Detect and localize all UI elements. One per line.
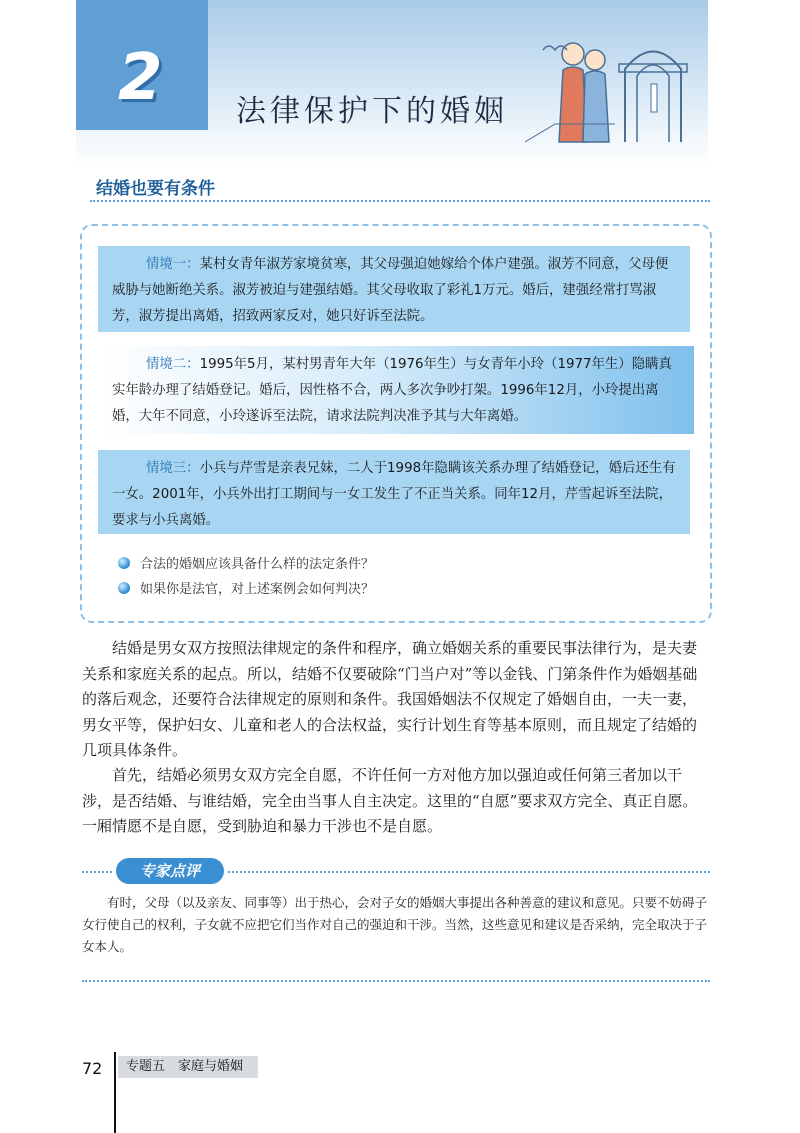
case-label: 情境二： [146, 357, 200, 372]
bullet-icon [118, 557, 130, 569]
case-item [98, 346, 694, 434]
running-title: 专题五 家庭与婚姻 [118, 1056, 258, 1078]
question-text: 合法的婚姻应该具备什么样的法定条件？ [140, 557, 375, 572]
expert-divider-left [82, 871, 112, 873]
case-text: 某村女青年淑芳家境贫寒，其父母强迫她嫁给个体户建强。淑芳不同意，父母便威胁与她断绝关系。淑芳被迫与建强结婚。其父母收取了彩礼1万元。婚后，建强经常打骂淑芳，淑芳提出离婚，招致两家反对，她只好诉至法院。 [112, 257, 669, 324]
expert-divider-right [228, 871, 710, 873]
footer-rule [114, 1052, 116, 1133]
expert-comment-text: 有时，父母（以及亲友、同事等）出于热心，会对子女的婚姻大事提出各种善意的建议和意见。只要不妨碍子女行使自己的权利，子女就不应把它们当作对自己的强迫和干涉。当然，这些意见和建议是否采纳，完全取决于子女本人。 [82, 895, 708, 954]
expert-comment-label: 专家点评 [116, 858, 224, 884]
body-paragraph: 首先，结婚必须男女双方完全自愿，不许任何一方对他方加以强迫或任何第三者加以干涉，是否结婚、与谁结婚，完全由当事人自主决定。这里的“自愿”要求双方完全、真正自愿。一厢情愿不是自愿，受到胁迫和暴力干涉也不是自愿。 [82, 766, 698, 835]
question-text: 如果你是法官，对上述案例会如何判决？ [140, 582, 375, 597]
case-label: 情境三： [146, 461, 200, 476]
section-title: 结婚也要有条件 [96, 179, 215, 199]
case-text: 1995年5月，某村男青年大年（1976年生）与女青年小玲（1977年生）隐瞒真实年龄办理了结婚登记。婚后，因性格不合，两人多次争吵打架。1996年12月，小玲提出离婚，大年不同意，小玲遂诉至法院，请求法院判决准予其与大年离婚。 [112, 357, 672, 424]
chapter-number: 2 [118, 41, 163, 115]
question-item [118, 578, 374, 597]
case-item [98, 450, 690, 534]
case-label: 情境一： [146, 257, 200, 272]
case-text: 小兵与芹雪是亲表兄妹，二人于1998年隐瞒该关系办理了结婚登记，婚后还生有一女。2001年，小兵外出打工期间与一女工发生了不正当关系。同年12月，芹雪起诉至法院，要求与小兵离婚。 [112, 461, 676, 528]
question-item [118, 553, 374, 572]
case-item [98, 246, 690, 332]
body-paragraph: 结婚是男女双方按照法律规定的条件和程序，确立婚姻关系的重要民事法律行为，是夫妻关系和家庭关系的起点。所以，结婚不仅要破除“门当户对”等以金钱、门第条件作为婚姻基础的落后观念，还要符合法律规定的原则和条件。我国婚姻法不仅规定了婚姻自由，一夫一妻，男女平等，保护妇女、儿童和老人的合法权益，实行计划生育等基本原则，而且规定了结婚的几项具体条件。 [82, 639, 698, 759]
bullet-icon [118, 582, 130, 594]
page-number: 72 [82, 1059, 103, 1078]
chapter-title: 法律保护下的婚姻 [236, 94, 508, 129]
expert-divider-bottom [82, 980, 710, 982]
section-divider [90, 200, 710, 202]
wedding-couple-illustration [525, 14, 695, 144]
